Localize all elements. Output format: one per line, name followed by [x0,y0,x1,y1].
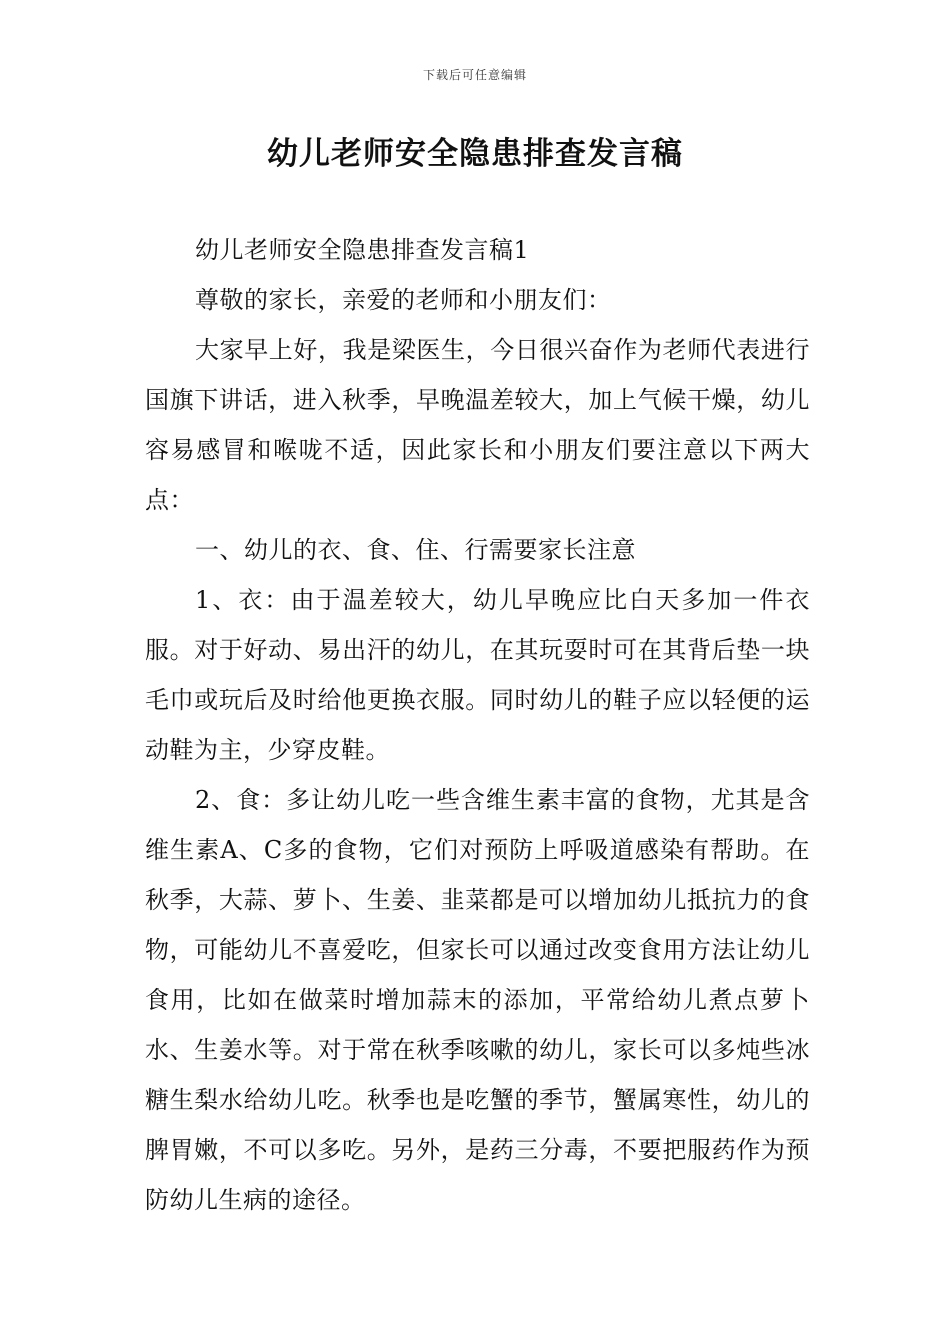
header-note: 下载后可任意编辑 [422,68,527,82]
document-body [145,225,810,1225]
subtitle-paragraph: 幼儿老师安全隐患排查发言稿1 [195,236,530,264]
section-heading-paragraph: 一、幼儿的衣、食、住、行需要家长注意 [195,536,636,564]
intro-paragraph: 大家早上好，我是梁医生，今日很兴奋作为老师代表进行国旗下讲话，进入秋季，早晚温差较大，加上气候干燥，幼儿容易感冒和喉咙不适，因此家长和小朋友们要注意以下两大点： [145,336,810,514]
greeting-paragraph: 尊敬的家长，亲爱的老师和小朋友们： [195,286,612,314]
food-paragraph: 2、食：多让幼儿吃一些含维生素丰富的食物，尤其是含维生素A、C多的食物，它们对预防上呼吸道感染有帮助。在秋季，大蒜、萝卜、生姜、韭菜都是可以增加幼儿抵抗力的食物，可能幼儿不喜爱吃，但家长可以通过改变食用方法让幼儿食用，比如在做菜时增加蒜末的添加，平常给幼儿煮点萝卜水、生姜水等。对于常在秋季咳嗽的幼儿，家长可以多炖些冰糖生梨水给幼儿吃。秋季也是吃蟹的季节，蟹属寒性，幼儿的脾胃嫩，不可以多吃。另外，是药三分毒，不要把服药作为预防幼儿生病的途径。 [145,786,810,1214]
clothing-paragraph: 1、衣：由于温差较大，幼儿早晚应比白天多加一件衣服。对于好动、易出汗的幼儿，在其玩耍时可在其背后垫一块毛巾或玩后及时给他更换衣服。同时幼儿的鞋子应以轻便的运动鞋为主，少穿皮鞋。 [145,586,810,764]
document-title: 幼儿老师安全隐患排查发言稿 [267,136,683,172]
